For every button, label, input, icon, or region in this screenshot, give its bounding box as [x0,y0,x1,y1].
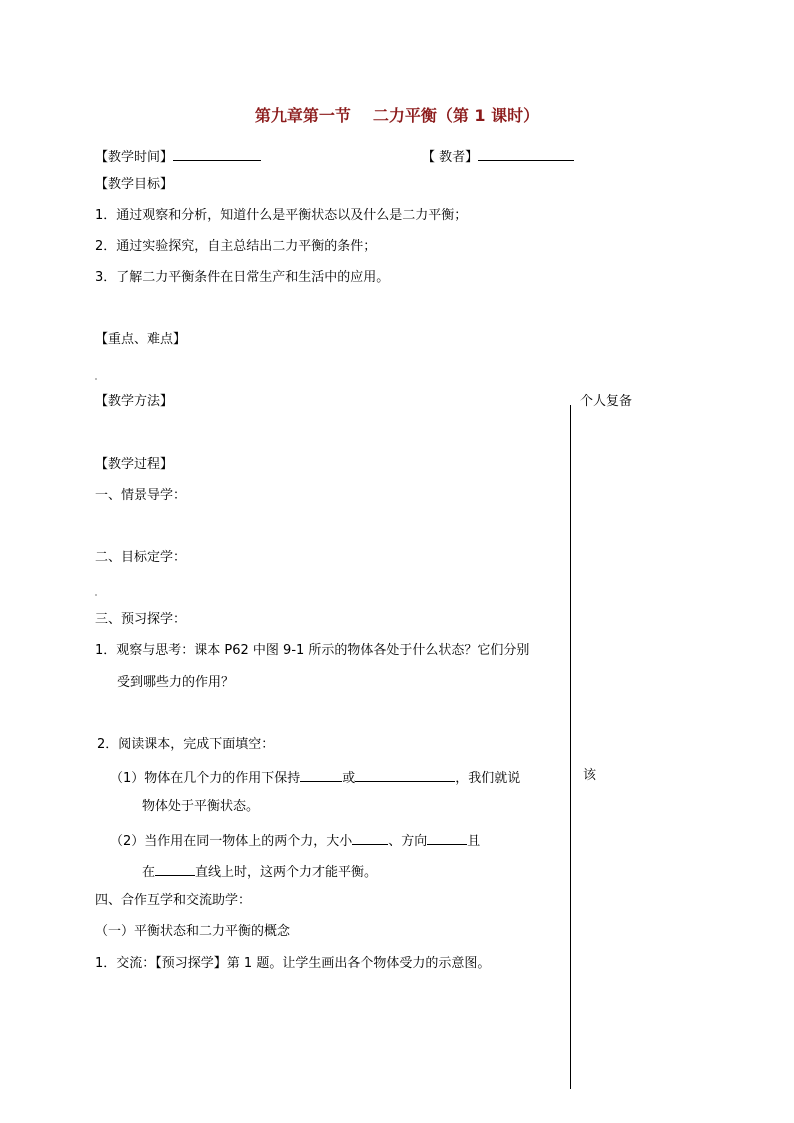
q2-1-text-b: 或 [342,771,356,786]
margin-note: 该 [583,768,597,783]
exchange-text: 第 1 题。让学生画出各个物体受力的示意图。 [226,956,491,971]
question-2-1-line-2: 物体处于平衡状态。 [142,799,260,814]
q2-1-text-c: ，我们就说 [455,771,521,786]
exchange-label: 1．交流： [95,956,156,971]
exchange-ref: 【预习探学】 [155,956,227,971]
question-2-1-line-1 [110,768,520,787]
q2-1-blank-2 [355,768,455,782]
teaching-time-blank [173,147,261,161]
q2-1-blank-1 [300,768,342,782]
goal-item-1: 1．通过观察和分析，知道什么是平衡状态以及什么是二力平衡； [95,208,468,223]
q2-2-blank-2 [427,831,467,845]
question-2: 2．阅读课本，完成下面填空： [97,737,275,752]
process-heading: 【教学过程】 [95,457,174,472]
key-points-heading: 【重点、难点】 [95,332,187,347]
title-chapter: 第九章第一节 [254,106,351,125]
q2-2-text-d: 在 [142,865,156,880]
step-situation-intro: 一、情景导学： [95,488,187,503]
exchange-item [95,956,490,972]
teaching-time-label: 【教学时间】 [95,150,174,165]
step-goal-setting: 二、目标定学： [95,550,187,565]
q2-2-text-b: 、方向 [388,834,428,849]
title-topic: 二力平衡（第 1 课时） [372,106,540,125]
q2-2-blank-3 [155,862,195,876]
q2-1-text-a: （1）物体在几个力的作用下保持 [110,771,301,786]
subsection-balance-concept: （一）平衡状态和二力平衡的概念 [95,924,291,939]
page-title [0,106,794,126]
q2-2-text-e: 直线上时，这两个力才能平衡。 [195,865,378,880]
q2-2-text-c: 且 [467,834,481,849]
goal-item-2: 2．通过实验探究，自主总结出二力平衡的条件； [95,239,377,254]
step-cooperative: 四、合作互学和交流助学： [95,893,252,908]
scan-dot [95,378,97,380]
teacher-label: 【 教者】 [422,150,479,165]
question-2-2-line-2 [142,862,377,881]
goals-heading: 【教学目标】 [95,177,174,192]
q2-2-blank-1 [352,831,388,845]
q2-2-text-a: （2）当作用在同一物体上的两个力，大小 [110,834,353,849]
question-1-line-1: 1．观察与思考：课本 P62 中图 9-1 所示的物体各处于什么状态？它们分别 [95,643,530,658]
margin-heading: 个人复备 [580,394,633,409]
teaching-time-row [95,147,261,166]
method-heading: 【教学方法】 [95,394,174,409]
goal-item-3: 3．了解二力平衡条件在日常生产和生活中的应用。 [95,270,390,285]
question-1-line-2: 受到哪些力的作用？ [117,675,235,690]
teacher-blank [478,147,574,161]
step-preview: 三、预习探学： [95,612,187,627]
margin-divider [570,405,571,1089]
scan-dot [95,594,97,596]
question-2-2-line-1 [110,831,480,850]
teacher-row [422,147,574,166]
